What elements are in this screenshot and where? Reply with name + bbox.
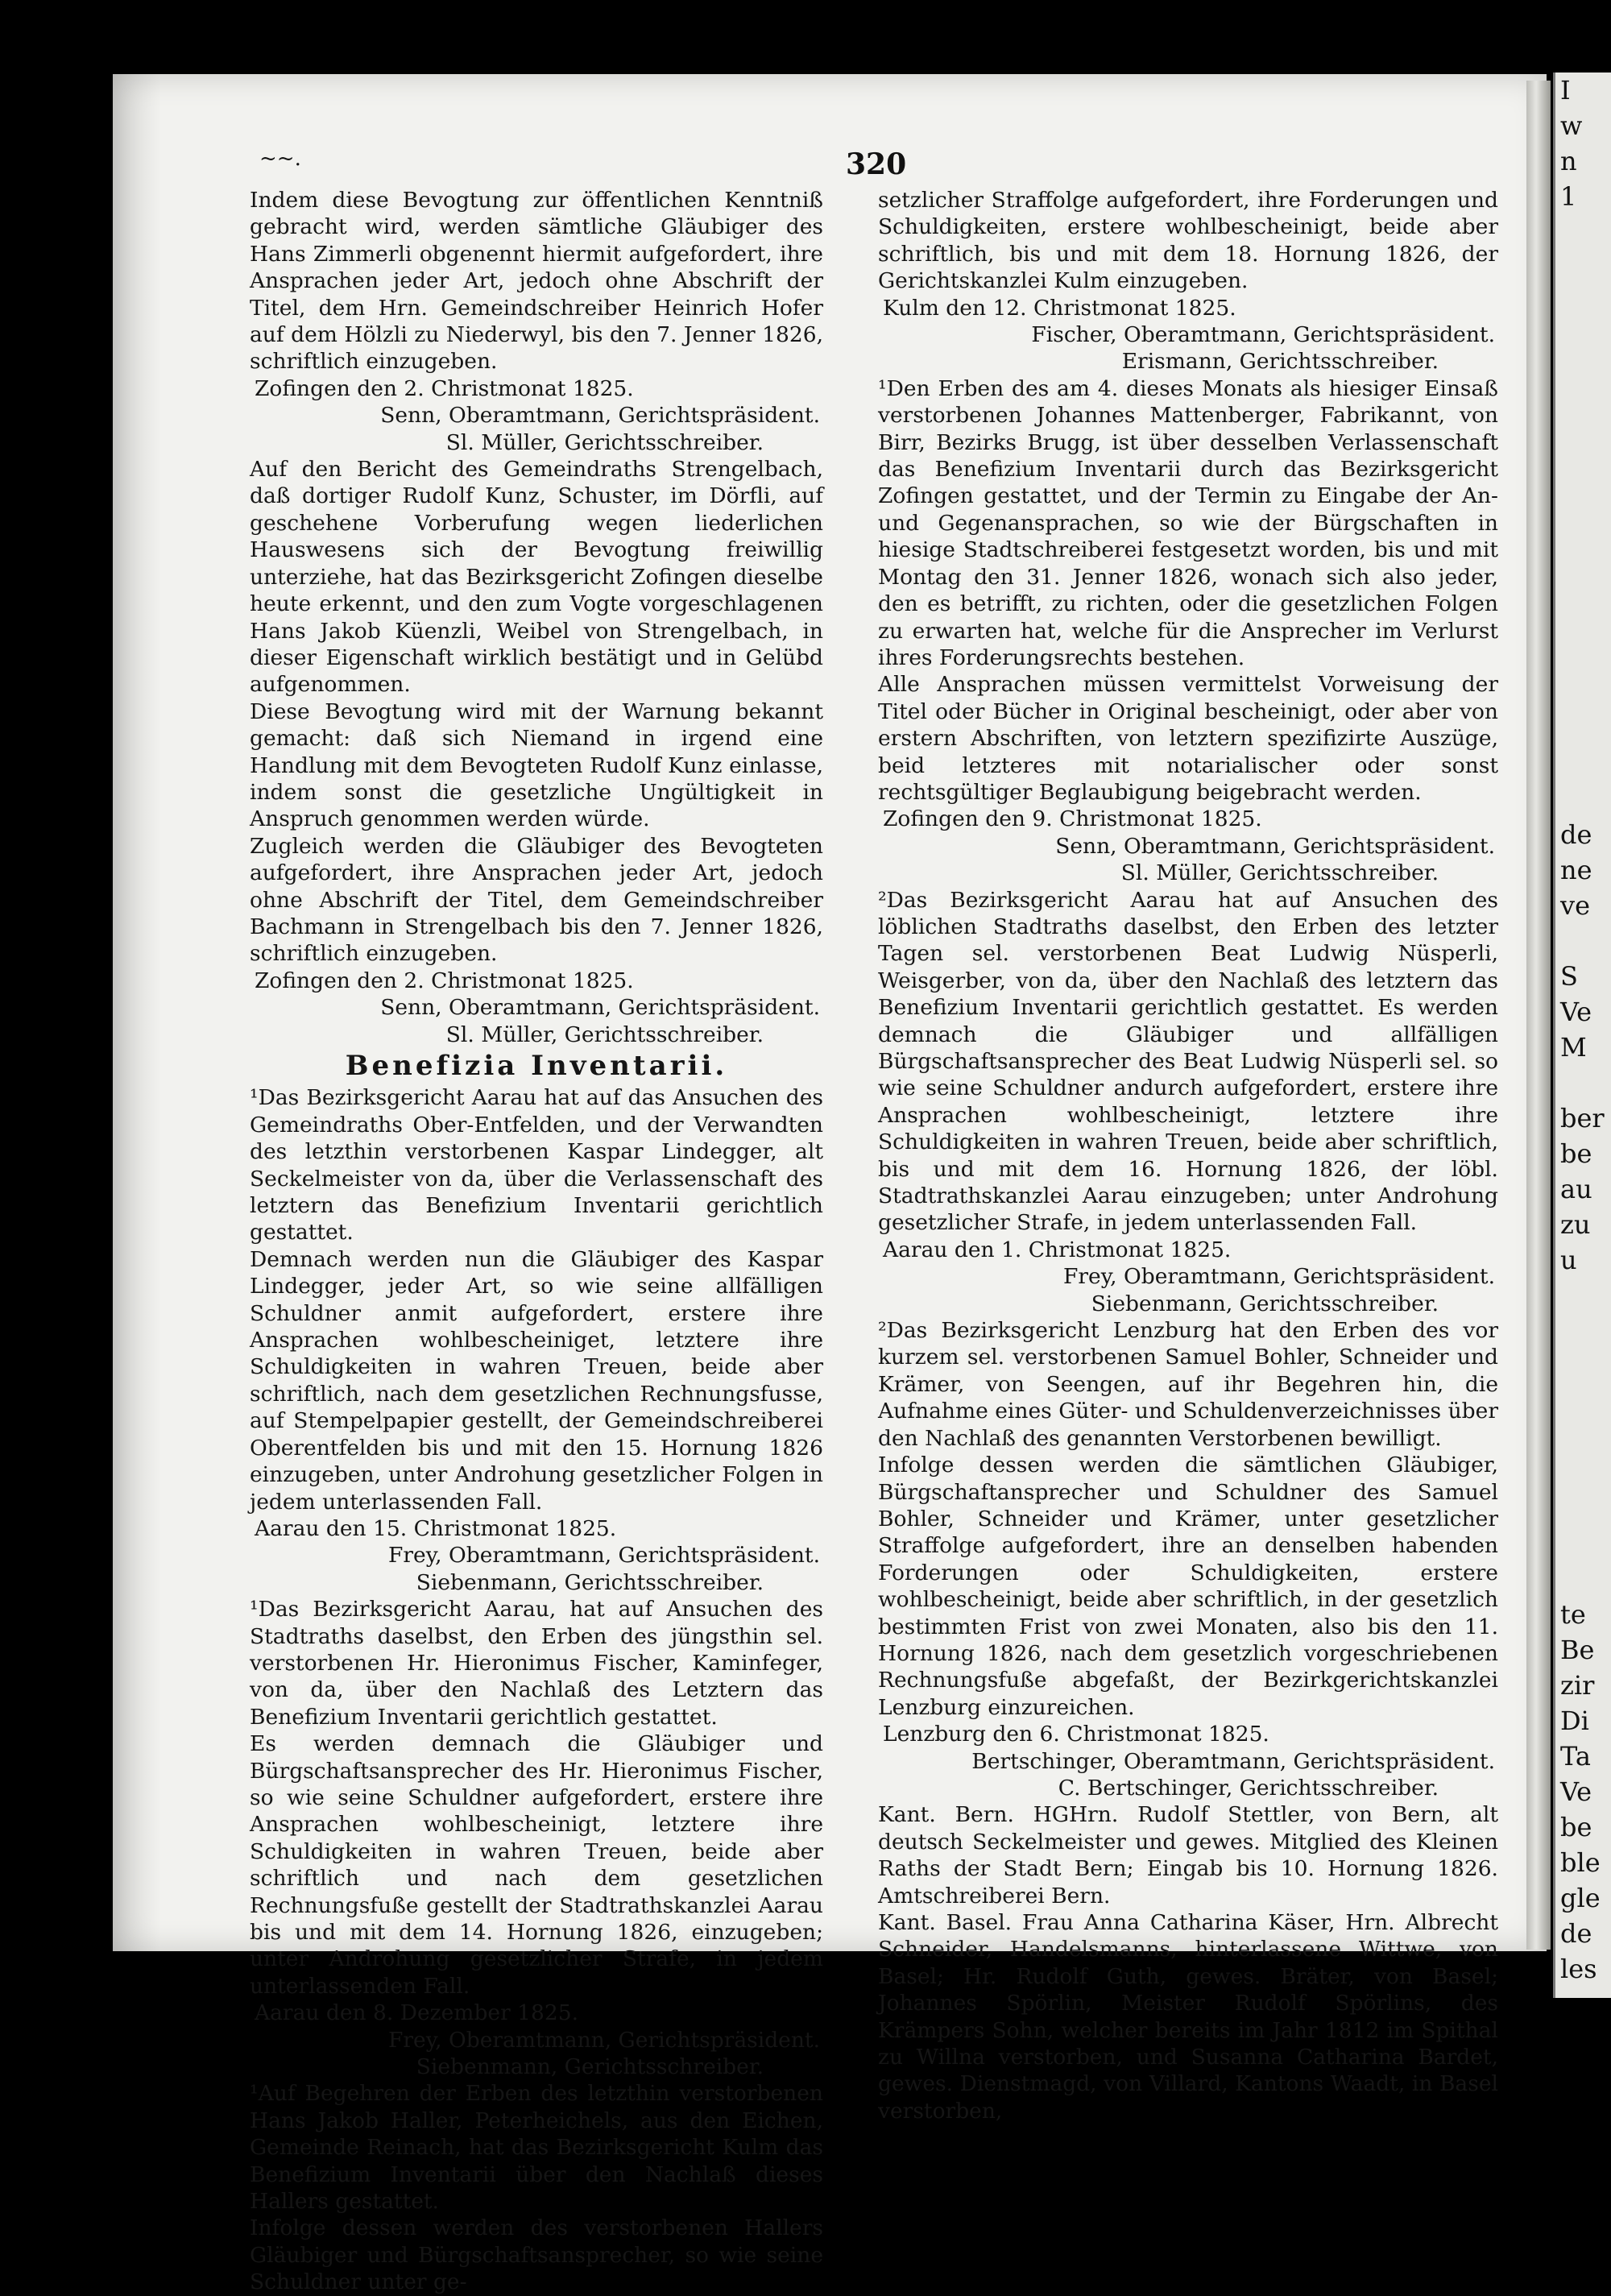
edge-text-fragment: M (1560, 1032, 1587, 1063)
paragraph: Zugleich werden die Gläubiger des Bevogteten aufgefordert, ihre Ansprachen jeder Art, jedoch ohne Abschrift der Titel, dem Gemeindschreiber Bachmann in Strengelbach bis den 7. Jenner 1826, schriftlich einzugeben. (250, 833, 823, 967)
paragraph: Kant. Bern. HGHrn. Rudolf Stettler, von Bern, alt deutsch Seckelmeister und gewes. Mitglied des Kleinen Raths der Stadt Bern; Eingab bis 10. Hornung 1826. Amtschreiberei Bern. (878, 1802, 1498, 1908)
edge-text-fragment (1555, 356, 1611, 392)
edge-text-fragment: w (1560, 110, 1583, 141)
paragraph: ²Das Bezirksgericht Lenzburg hat den Erben des vor kurzem sel. verstorbenen Samuel Bohler, Schneider und Krämer, von Seengen, auf ihr Begehren hin, die Aufnahme eines Güter- und Schuldenverzeichnisses über den Nachlaß des genannten Verstorbenen bewilligt. (878, 1318, 1498, 1451)
edge-text-fragment: de (1560, 819, 1592, 850)
edge-text-fragment (1555, 604, 1611, 640)
edge-text-fragment (1555, 569, 1611, 604)
edge-text-fragment: Ta (1560, 1741, 1591, 1772)
edge-text-fragment (1555, 321, 1611, 356)
edge-text-fragment (1555, 533, 1611, 569)
section-heading: Benefizia Inventarii. (345, 1050, 728, 1082)
edge-text-fragment (1555, 1419, 1611, 1455)
signature-clerk: Sl. Müller, Gerichtsschreiber. (1120, 860, 1439, 886)
edge-text-fragment (1555, 285, 1611, 321)
edge-text-fragment (1555, 1278, 1611, 1313)
left-column (250, 187, 823, 2296)
signature-clerk: Erismann, Gerichtsschreiber. (1121, 349, 1439, 375)
edge-text-fragment (1555, 498, 1611, 533)
edge-text-fragment (1555, 1455, 1611, 1490)
edge-text-fragment (1555, 1561, 1611, 1597)
signature-president: Frey, Oberamtmann, Gerichtspräsident. (387, 1543, 820, 1569)
edge-text-fragment (1555, 1526, 1611, 1561)
edge-text-fragment: be (1560, 1138, 1592, 1169)
paragraph: ¹Den Erben des am 4. dieses Monats als hiesiger Einsaß verstorbenen Johannes Mattenberger, Fabrikannt, von Birr, Bezirks Brugg, ist über desselben Verlassenschaft das Benefizium Inventarii durch das Bezirksgericht Zofingen gestattet, und der Termin zu Eingabe der An- und Gegenansprachen, so wie der Bürgschaften in hiesige Stadtschreiberei festgesetzt worden, bis und mit Montag den 31. Jenner 1826, wonach sich also jeder, den es betrifft, zu richten, oder die gesetzlichen Folgen zu erwarten hat, welche für die Ansprecher im Verlurst ihres Forderungsrechts bestehen. (878, 375, 1498, 670)
signature-clerk: C. Bertschinger, Gerichtsschreiber. (1058, 1775, 1439, 1801)
paragraph: ¹Das Bezirksgericht Aarau, hat auf Ansuchen des Stadtraths daselbst, den Erben des jüngsthin sel. verstorbenen Hr. Hieronimus Fischer, Kaminfeger, von da, über den Nachlaß des Letztern das Benefizium Inventarii gerichtlich gestattet. (250, 1597, 823, 1730)
dateline: Zofingen den 9. Christmonat 1825. (883, 806, 1262, 832)
signature-clerk: Siebenmann, Gerichtsschreiber. (416, 1569, 764, 1595)
page-fold-shadow (113, 74, 161, 1951)
edge-text-fragment (1555, 250, 1611, 285)
edge-text-fragment (1555, 427, 1611, 462)
page-number: 320 (846, 147, 907, 181)
signature-president: Fischer, Oberamtmann, Gerichtspräsident. (1031, 322, 1495, 348)
signature-president: Senn, Oberamtmann, Gerichtspräsident. (1055, 833, 1495, 859)
dateline: Zofingen den 2. Christmonat 1825. (255, 968, 634, 993)
edge-text-fragment (1555, 1065, 1611, 1100)
paragraph: Infolge dessen werden des verstorbenen Hallers Gläubiger und Bürgschaftsansprecher, so wie seine Schuldner unter ge- (250, 2215, 823, 2295)
edge-text-fragment: Di (1560, 1705, 1589, 1736)
edge-text-fragment: zu (1560, 1209, 1591, 1240)
dateline: Aarau den 8. Dezember 1825. (255, 2000, 579, 2026)
paragraph: Kant. Basel. Frau Anna Catharina Käser, Hrn. Albrecht Schneider, Handelsmanns, hinterlassene Wittwe, von Basel; Hr. Rudolf Guth, gewes. Bräter, von Basel; Johannes Spörlin, Meister Rudolf Spörlins, des Krämpers Sohn, welcher bereits im Jahr 1812 im Spithal zu Willna verstorben, und Susanna Catharina Bardet, gewes. Dienstmagd, von Villard, Kantons Waadt, in Basel verstorben, (878, 1910, 1498, 2124)
edge-text-fragment: les (1560, 1954, 1597, 1984)
adjacent-page-fragment (1553, 73, 1611, 1998)
paragraph: Indem diese Bevogtung zur öffentlichen Kenntniß gebracht wird, werden sämtliche Gläubiger des Hans Zimmerli obgenennt hiermit aufgefordert, ihre Ansprachen jeder Art, jedoch ohne Abschrift der Titel, dem Hrn. Gemeindschreiber Heinrich Hofer auf dem Hölzli zu Niederwyl, bis den 7. Jenner 1826, schriftlich einzugeben. (250, 188, 823, 375)
signature-clerk: Siebenmann, Gerichtsschreiber. (416, 2054, 764, 2080)
edge-text-fragment (1555, 462, 1611, 498)
dateline: Kulm den 12. Christmonat 1825. (883, 295, 1236, 321)
signature-president: Bertschinger, Oberamtmann, Gerichtspräsident. (971, 1748, 1495, 1774)
signature-clerk: Sl. Müller, Gerichtsschreiber. (445, 1022, 764, 1047)
signature-president: Senn, Oberamtmann, Gerichtspräsident. (380, 403, 820, 429)
edge-text-fragment: au (1560, 1174, 1592, 1204)
edge-text-fragment: u (1560, 1245, 1577, 1275)
edge-text-fragment (1555, 746, 1611, 781)
edge-text-fragment: zir (1560, 1670, 1595, 1701)
edge-text-fragment (1555, 1349, 1611, 1384)
edge-text-fragment: Be (1560, 1635, 1595, 1665)
edge-text-fragment (1555, 1490, 1611, 1526)
margin-mark: ~~. (259, 147, 301, 171)
paragraph: Auf den Bericht des Gemeindraths Strengelbach, daß dortiger Rudolf Kunz, Schuster, im Dörfli, auf geschehene Vorberufung wegen liederlichen Hauswesens sich der Bevogtung freiwillig unterziehe, hat das Bezirksgericht Zofingen dieselbe heute erkennt, und den zum Vogte vorgeschlagenen Hans Jakob Küenzli, Weibel von Strengelbach, in dieser Eigenschaft wirklich bestätigt und in Gelübd aufgenommen. (250, 457, 823, 698)
signature-clerk: Siebenmann, Gerichtsschreiber. (1091, 1291, 1439, 1316)
edge-text-fragment: te (1560, 1599, 1586, 1630)
edge-text-fragment: n (1560, 146, 1577, 176)
paragraph: ¹Das Bezirksgericht Aarau hat auf das Ansuchen des Gemeindraths Ober-Entfelden, und der Verwandten des letzthin verstorbenen Kaspar Lindegger, alt Seckelmeister von da, über die Verlassenschaft des letztern das Benefizium Inventarii gerichtlich gestattet. (250, 1085, 823, 1245)
paragraph: Demnach werden nun die Gläubiger des Kaspar Lindegger, jeder Art, so wie seine allfälligen Schuldner anmit aufgefordert, erstere ihre Ansprachen wohlbescheiniget, letztere ihre Schuldigkeiten in wahren Treuen, beide aber schriftlich, nach dem gesetzlichen Rechnungsfusse, auf Stempelpapier gestellt, der Gemeindschreiberei Oberentfelden bis und mit den 15. Hornung 1826 einzugeben, unter Androhung gesetzlicher Folgen in jedem unterlassenden Fall. (250, 1246, 823, 1515)
paragraph: ²Das Bezirksgericht Aarau hat auf Ansuchen des löblichen Stadtraths daselbst, den Erben des letzter Tagen sel. verstorbenen Beat Ludwig Nüsperli, Weisgerber, von da, über den Nachlaß des letztern das Benefizium Inventarii gerichtlich gestattet. Es werden demnach die Gläubiger und allfälligen Bürgschaftsansprecher des Beat Ludwig Nüsperli sel. so wie seine Schuldner andurch aufgefordert, erstere ihre Ansprachen wohlbescheinigt, letztere ihre Schuldigkeiten in wahren Treuen, beide aber schriftlich, bis und mit dem 16. Hornung 1826, der löbl. Stadtrathskanzlei Aarau einzugeben; unter Androhung gesetzlicher Strafe, in jedem unterlassenden Fall. (878, 887, 1498, 1236)
paragraph: Diese Bevogtung wird mit der Warnung bekannt gemacht: daß sich Niemand in irgend eine Handlung mit dem Bevogteten Rudolf Kunz einlasse, indem sonst die gesetzliche Ungültigkeit in Anspruch genommen werden würde. (250, 698, 823, 832)
edge-text-fragment: 1 (1560, 181, 1577, 212)
edge-text-fragment (1555, 640, 1611, 675)
edge-text-fragment: gle (1560, 1883, 1601, 1913)
paragraph: setzlicher Straffolge aufgefordert, ihre Forderungen und Schuldigkeiten, erstere wohlbescheinigt, beide aber schriftlich, bis und mit dem 18. Hornung 1826, der Gerichtskanzlei Kulm einzugeben. (878, 188, 1498, 294)
edge-text-fragment: Ve (1560, 1776, 1592, 1807)
signature-president: Frey, Oberamtmann, Gerichtspräsident. (1062, 1264, 1495, 1290)
edge-text-fragment (1555, 675, 1611, 711)
edge-text-fragment: ve (1560, 890, 1591, 921)
edge-text-fragment: be (1560, 1812, 1592, 1842)
dateline: Aarau den 1. Christmonat 1825. (883, 1237, 1232, 1262)
edge-text-fragment: ble (1560, 1847, 1601, 1878)
edge-text-fragment: ne (1560, 855, 1592, 885)
edge-text-fragment (1555, 214, 1611, 250)
edge-text-fragment: I (1560, 75, 1571, 106)
right-column (878, 187, 1498, 2124)
edge-text-fragment: de (1560, 1918, 1592, 1949)
paragraph: Alle Ansprachen müssen vermittelst Vorweisung der Titel oder Bücher in Original bescheinigt, oder aber von erstern Abschriften, von letztern spezifizirte Auszüge, beid letzteres mit notarialischer oder sonst rechtsgültiger Beglaubigung beigebracht werden. (878, 672, 1498, 805)
edge-text-fragment: Ve (1560, 997, 1592, 1027)
edge-text-fragment (1555, 1384, 1611, 1419)
signature-president: Senn, Oberamtmann, Gerichtspräsident. (380, 995, 820, 1021)
paragraph: Es werden demnach die Gläubiger und Bürgschaftsansprecher des Hr. Hieronimus Fischer, so wie seine Schuldner aufgefordert, erstere ihre Ansprachen wohlbescheinigt, letztere ihre Schuldigkeiten in wahren Treuen, beide aber schriftlich und nach dem gesetzlichen Rechnungsfuße gestellt der Stadtrathskanzlei Aarau bis und mit dem 14. Hornung 1826, einzugeben; unter Androhung gesetzlicher Strafe, in jedem unterlassenden Fall. (250, 1731, 823, 1999)
dateline: Aarau den 15. Christmonat 1825. (255, 1515, 617, 1541)
dateline: Lenzburg den 6. Christmonat 1825. (883, 1722, 1269, 1747)
edge-text-fragment: S (1560, 961, 1578, 992)
signature-clerk: Sl. Müller, Gerichtsschreiber. (445, 429, 764, 455)
edge-text-fragment (1555, 1313, 1611, 1349)
dateline: Zofingen den 2. Christmonat 1825. (255, 375, 634, 401)
paragraph: Infolge dessen werden die sämtlichen Gläubiger, Bürgschaftansprecher und Schuldner des Samuel Bohler, Schneider und Krämer, unter gesetzlicher Straffolge aufgefordert, ihre an denselben habenden Forderungen oder Schuldigkeiten, erstere wohlbescheinigt, beide aber schriftlich, in der gesetzlich bestimmten Frist von zwei Monaten, also bis den 11. Hornung 1826, nach dem gesetzlich vorgeschriebenen Rechnungsfuße abgefaßt, der Bezirkgerichtskanzlei Lenzburg einzureichen. (878, 1453, 1498, 1720)
edge-text-fragment (1555, 923, 1611, 959)
edge-text-fragment (1555, 392, 1611, 427)
page-edge (1526, 81, 1551, 1950)
signature-president: Frey, Oberamtmann, Gerichtspräsident. (387, 2027, 820, 2053)
edge-text-fragment: ber (1560, 1103, 1605, 1133)
edge-text-fragment (1555, 711, 1611, 746)
paragraph: ¹Auf Begehren der Erben des letzthin verstorbenen Hans Jakob Haller, Peterheichels, aus den Eichen, Gemeinde Reinach, hat das Bezirksgericht Kulm das Benefizium Inventarii über den Nachlaß dieses Hallers gestattet. (250, 2081, 823, 2215)
edge-text-fragment (1555, 781, 1611, 817)
